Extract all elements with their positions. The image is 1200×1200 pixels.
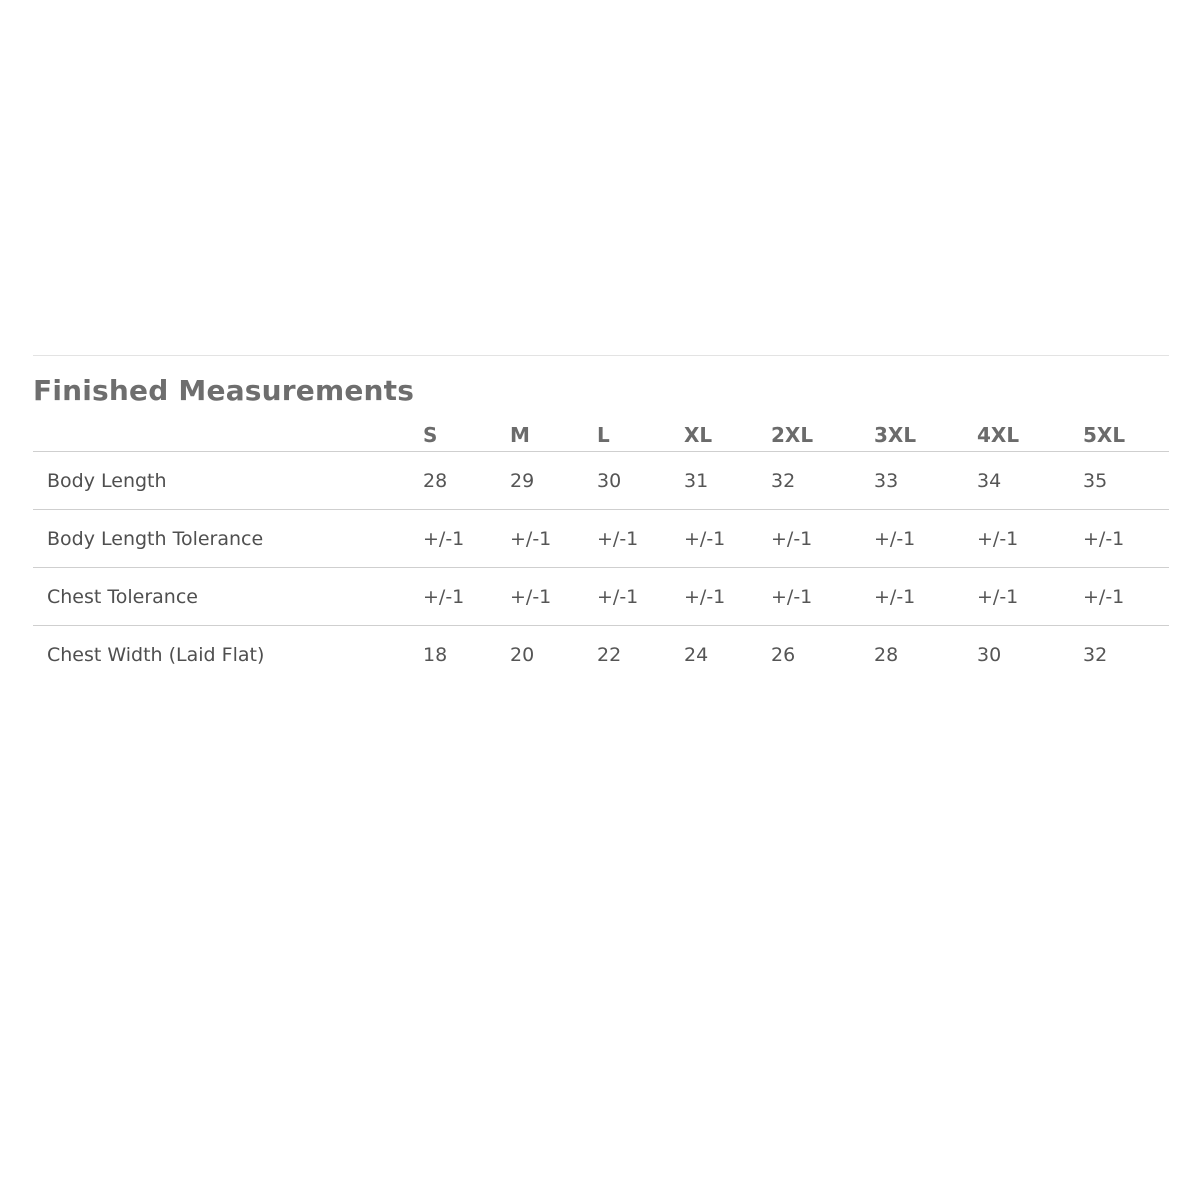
table-cell: +/-1 [423,568,510,626]
measurements-table [33,409,1169,683]
table-cell: 22 [597,643,622,666]
table-cell: +/-1 [510,568,597,626]
table-cell: +/-1 [874,568,977,626]
size-chart [33,355,1169,683]
table-cell: +/-1 [1083,510,1169,568]
table-cell: 32 [1083,643,1108,666]
top-divider [33,355,1169,356]
table-cell: 31 [684,452,771,510]
row-label: Chest Width (Laid Flat) [47,643,265,666]
table-cell: +/-1 [684,510,771,568]
row-label: Body Length Tolerance [33,510,423,568]
table-cell: 35 [1083,452,1169,510]
page-title: Finished Measurements [33,374,415,407]
size-header: 2XL [771,409,874,452]
table-cell: 29 [510,452,597,510]
table-row [33,568,1169,626]
size-header: 4XL [977,409,1083,452]
size-header: 5XL [1083,409,1169,452]
table-cell: 28 [874,643,899,666]
table-cell: +/-1 [977,568,1083,626]
table-cell: +/-1 [874,510,977,568]
table-cell: 32 [771,452,874,510]
table-cell: 28 [423,452,510,510]
table-cell: 33 [874,452,977,510]
table-cell: +/-1 [771,510,874,568]
table-cell: +/-1 [510,510,597,568]
table-row [33,452,1169,510]
size-header: M [510,409,597,452]
size-header: S [423,409,510,452]
table-cell: +/-1 [597,510,684,568]
table-cell: +/-1 [977,510,1083,568]
table-cell: 18 [423,643,448,666]
table-cell: 34 [977,452,1083,510]
table-cell: 20 [510,643,535,666]
header-empty-cell [33,409,423,452]
table-cell: +/-1 [771,568,874,626]
row-label: Chest Tolerance [33,568,423,626]
row-label: Body Length [33,452,423,510]
table-cell: +/-1 [597,568,684,626]
table-cell: 26 [771,643,796,666]
table-row [33,626,1169,684]
table-cell: +/-1 [423,510,510,568]
table-cell: 30 [597,452,684,510]
table-cell: +/-1 [684,568,771,626]
table-cell: 30 [977,643,1002,666]
table-header-row [33,409,1169,452]
size-header: L [597,409,684,452]
size-header: XL [684,409,771,452]
table-cell: +/-1 [1083,568,1169,626]
table-cell: 24 [684,643,709,666]
size-header: 3XL [874,409,977,452]
table-row [33,510,1169,568]
